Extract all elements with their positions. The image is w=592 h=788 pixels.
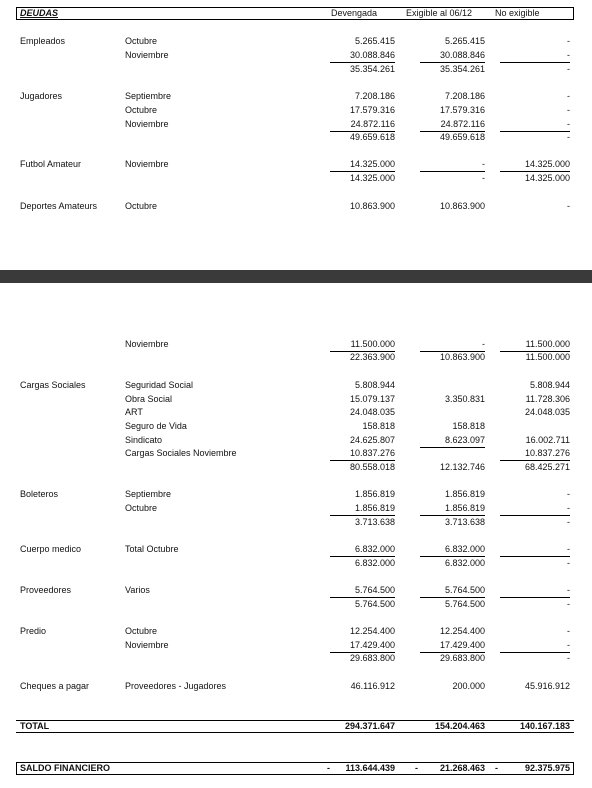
row-concept: Octubre — [125, 36, 158, 46]
cell-devengada: 24.872.116 — [330, 118, 395, 132]
row-concept: Proveedores - Jugadores — [125, 681, 227, 691]
row-category: Jugadores — [20, 91, 63, 101]
table-row — [0, 172, 592, 185]
cell-devengada: 10.863.900 — [349, 201, 395, 211]
cell-no-exigible: - — [567, 489, 570, 499]
cell-exigible: 6.832.000 — [420, 543, 485, 557]
row-concept: Octubre — [125, 503, 158, 513]
cell-no-exigible: 10.837.276 — [500, 447, 570, 461]
total-devengada: 294.371.647 — [344, 721, 395, 731]
table-title: DEUDAS — [20, 8, 59, 18]
row-category: Cheques a pagar — [20, 681, 90, 691]
cell-devengada: 12.254.400 — [349, 626, 395, 636]
cell-exigible: 29.683.800 — [439, 653, 485, 663]
cell-devengada: 14.325.000 — [349, 173, 395, 183]
row-category: Deportes Amateurs — [20, 201, 98, 211]
saldo-no-exigible: 92.375.975 — [524, 763, 570, 773]
cell-no-exigible: - — [567, 64, 570, 74]
table-row — [0, 90, 592, 103]
cell-exigible: 5.265.415 — [444, 36, 485, 46]
cell-exigible: 5.764.500 — [444, 599, 485, 609]
table-row — [0, 584, 592, 597]
total-label: TOTAL — [20, 721, 50, 731]
table-row — [0, 63, 592, 76]
cell-exigible: 8.623.097 — [444, 435, 485, 445]
cell-devengada: 1.856.819 — [330, 502, 395, 516]
table-row — [0, 557, 592, 570]
row-concept: Noviembre — [125, 159, 169, 169]
cell-devengada: 30.088.846 — [330, 49, 395, 63]
cell-devengada: 35.354.261 — [349, 64, 395, 74]
cell-no-exigible: - — [567, 653, 570, 663]
table-row — [0, 639, 592, 652]
cell-no-exigible: - — [567, 36, 570, 46]
cell-devengada: 1.856.819 — [354, 489, 395, 499]
cell-no-exigible: - — [567, 626, 570, 636]
cell-exigible: 3.713.638 — [444, 517, 485, 527]
row-concept: Obra Social — [125, 394, 173, 404]
cell-no-exigible: - — [500, 639, 570, 653]
table-row — [0, 680, 592, 693]
row-concept: Septiembre — [125, 489, 172, 499]
row-category: Proveedores — [20, 585, 72, 595]
page-top — [0, 0, 592, 270]
table-row — [0, 406, 592, 419]
cell-exigible: - — [420, 338, 485, 352]
cell-exigible: 1.856.819 — [420, 502, 485, 516]
cell-devengada: 17.579.316 — [349, 105, 395, 115]
cell-no-exigible: 14.325.000 — [500, 158, 570, 172]
row-concept: Noviembre — [125, 339, 169, 349]
cell-no-exigible: 16.002.711 — [525, 435, 570, 445]
total-no-exigible: 140.167.183 — [519, 721, 570, 731]
cell-exigible: 17.429.400 — [420, 639, 485, 653]
cell-devengada: 6.832.000 — [354, 558, 395, 568]
cell-exigible: 10.863.900 — [439, 201, 485, 211]
cell-exigible: 35.354.261 — [439, 64, 485, 74]
cell-devengada: 7.208.186 — [354, 91, 395, 101]
row-concept: ART — [125, 407, 143, 417]
table-row — [0, 447, 592, 460]
cell-no-exigible: 14.325.000 — [524, 173, 570, 183]
cell-exigible — [420, 447, 485, 448]
cell-devengada: 49.659.618 — [349, 132, 395, 142]
table-row — [0, 488, 592, 501]
cell-exigible: 6.832.000 — [444, 558, 485, 568]
row-concept: Octubre — [125, 105, 158, 115]
cell-no-exigible: - — [500, 543, 570, 557]
page-separator — [0, 270, 592, 283]
table-row — [0, 200, 592, 213]
saldo-label: SALDO FINANCIERO — [20, 763, 110, 773]
cell-devengada: 11.500.000 — [330, 338, 395, 352]
table-row — [0, 118, 592, 131]
row-concept: Cargas Sociales Noviembre — [125, 448, 237, 458]
cell-exigible: 49.659.618 — [439, 132, 485, 142]
cell-devengada: 24.625.807 — [349, 435, 395, 445]
cell-no-exigible: 68.425.271 — [524, 462, 570, 472]
row-concept: Octubre — [125, 626, 158, 636]
cell-no-exigible: - — [567, 517, 570, 527]
cell-no-exigible: - — [567, 201, 570, 211]
cell-no-exigible: 5.808.944 — [529, 380, 570, 390]
row-concept: Noviembre — [125, 640, 169, 650]
cell-exigible: - — [482, 173, 485, 183]
table-row — [0, 652, 592, 665]
cell-no-exigible: 45.916.912 — [524, 681, 570, 691]
row-category: Predio — [20, 626, 47, 636]
cell-exigible: - — [420, 158, 485, 172]
cell-no-exigible: - — [567, 558, 570, 568]
table-row — [0, 338, 592, 351]
cell-devengada: 46.116.912 — [350, 681, 395, 691]
cell-no-exigible: - — [567, 91, 570, 101]
cell-no-exigible: - — [500, 584, 570, 598]
row-concept: Septiembre — [125, 91, 172, 101]
cell-exigible: 30.088.846 — [420, 49, 485, 63]
total-exigible: 154.204.463 — [434, 721, 485, 731]
row-concept: Octubre — [125, 201, 158, 211]
row-category: Boleteros — [20, 489, 59, 499]
total-row — [0, 720, 592, 733]
row-category: Futbol Amateur — [20, 159, 82, 169]
cell-devengada: 5.764.500 — [330, 584, 395, 598]
cell-devengada: 17.429.400 — [330, 639, 395, 653]
cell-no-exigible: - — [500, 118, 570, 132]
table-header — [16, 7, 574, 20]
cell-exigible: 3.350.831 — [444, 394, 485, 404]
cell-no-exigible: 11.500.000 — [500, 338, 570, 352]
table-row — [0, 379, 592, 392]
cell-no-exigible: 24.048.035 — [524, 407, 570, 417]
table-row — [0, 35, 592, 48]
cell-exigible: 12.254.400 — [439, 626, 485, 636]
cell-no-exigible: - — [500, 49, 570, 63]
saldo-exigible: 21.268.463 — [439, 763, 485, 773]
saldo-sign-2: - — [415, 763, 418, 773]
row-concept: Varios — [125, 585, 150, 595]
cell-devengada: 5.764.500 — [354, 599, 395, 609]
cell-no-exigible: 11.728.306 — [525, 394, 570, 404]
cell-exigible: 7.208.186 — [444, 91, 485, 101]
table-row — [0, 393, 592, 406]
cell-devengada: 6.832.000 — [330, 543, 395, 557]
cell-exigible: 200.000 — [452, 681, 485, 691]
cell-no-exigible: - — [567, 599, 570, 609]
table-row — [0, 543, 592, 556]
cell-exigible: 1.856.819 — [444, 489, 485, 499]
cell-devengada: 29.683.800 — [349, 653, 395, 663]
cell-devengada: 5.265.415 — [354, 36, 395, 46]
cell-devengada: 5.808.944 — [354, 380, 395, 390]
saldo-row — [0, 762, 592, 775]
cell-exigible: 12.132.746 — [439, 462, 485, 472]
row-concept: Noviembre — [125, 50, 169, 60]
row-category: Cargas Sociales — [20, 380, 86, 390]
cell-devengada: 24.048.035 — [349, 407, 395, 417]
cell-no-exigible: 11.500.000 — [525, 352, 570, 362]
page-bottom — [0, 283, 592, 788]
cell-exigible: 17.579.316 — [439, 105, 485, 115]
cell-devengada: 3.713.638 — [354, 517, 395, 527]
saldo-devengada: 113.644.439 — [345, 763, 395, 773]
row-concept: Seguridad Social — [125, 380, 194, 390]
row-concept: Seguro de Vida — [125, 421, 187, 431]
table-row — [0, 131, 592, 144]
cell-devengada: 14.325.000 — [330, 158, 395, 172]
col-header-devengada: Devengada — [331, 8, 378, 18]
cell-devengada: 158.818 — [362, 421, 395, 431]
row-concept: Noviembre — [125, 119, 169, 129]
cell-no-exigible: - — [567, 132, 570, 142]
table-row — [0, 104, 592, 117]
table-row — [0, 461, 592, 474]
row-concept: Total Octubre — [125, 544, 179, 554]
table-row — [0, 158, 592, 171]
table-row — [0, 502, 592, 515]
col-header-exigible: Exigible al 06/12 — [406, 8, 473, 18]
table-row — [0, 434, 592, 447]
cell-devengada: 22.363.900 — [349, 352, 395, 362]
table-row — [0, 49, 592, 62]
row-category: Cuerpo medico — [20, 544, 82, 554]
cell-devengada: 15.079.137 — [349, 394, 395, 404]
table-row — [0, 516, 592, 529]
saldo-sign-1: - — [327, 763, 330, 773]
saldo-sign-3: - — [495, 763, 498, 773]
cell-no-exigible: - — [500, 502, 570, 516]
cell-devengada: 80.558.018 — [349, 462, 395, 472]
table-row — [0, 598, 592, 611]
cell-exigible: 5.764.500 — [420, 584, 485, 598]
cell-exigible: 24.872.116 — [420, 118, 485, 132]
cell-devengada: 10.837.276 — [330, 447, 395, 461]
cell-no-exigible: - — [567, 105, 570, 115]
row-concept: Sindicato — [125, 435, 163, 445]
col-header-no-exigible: No exigible — [495, 8, 540, 18]
table-row — [0, 625, 592, 638]
cell-exigible: 158.818 — [452, 421, 485, 431]
row-category: Empleados — [20, 36, 66, 46]
cell-exigible: 10.863.900 — [439, 352, 485, 362]
table-row — [0, 351, 592, 364]
table-row — [0, 420, 592, 433]
